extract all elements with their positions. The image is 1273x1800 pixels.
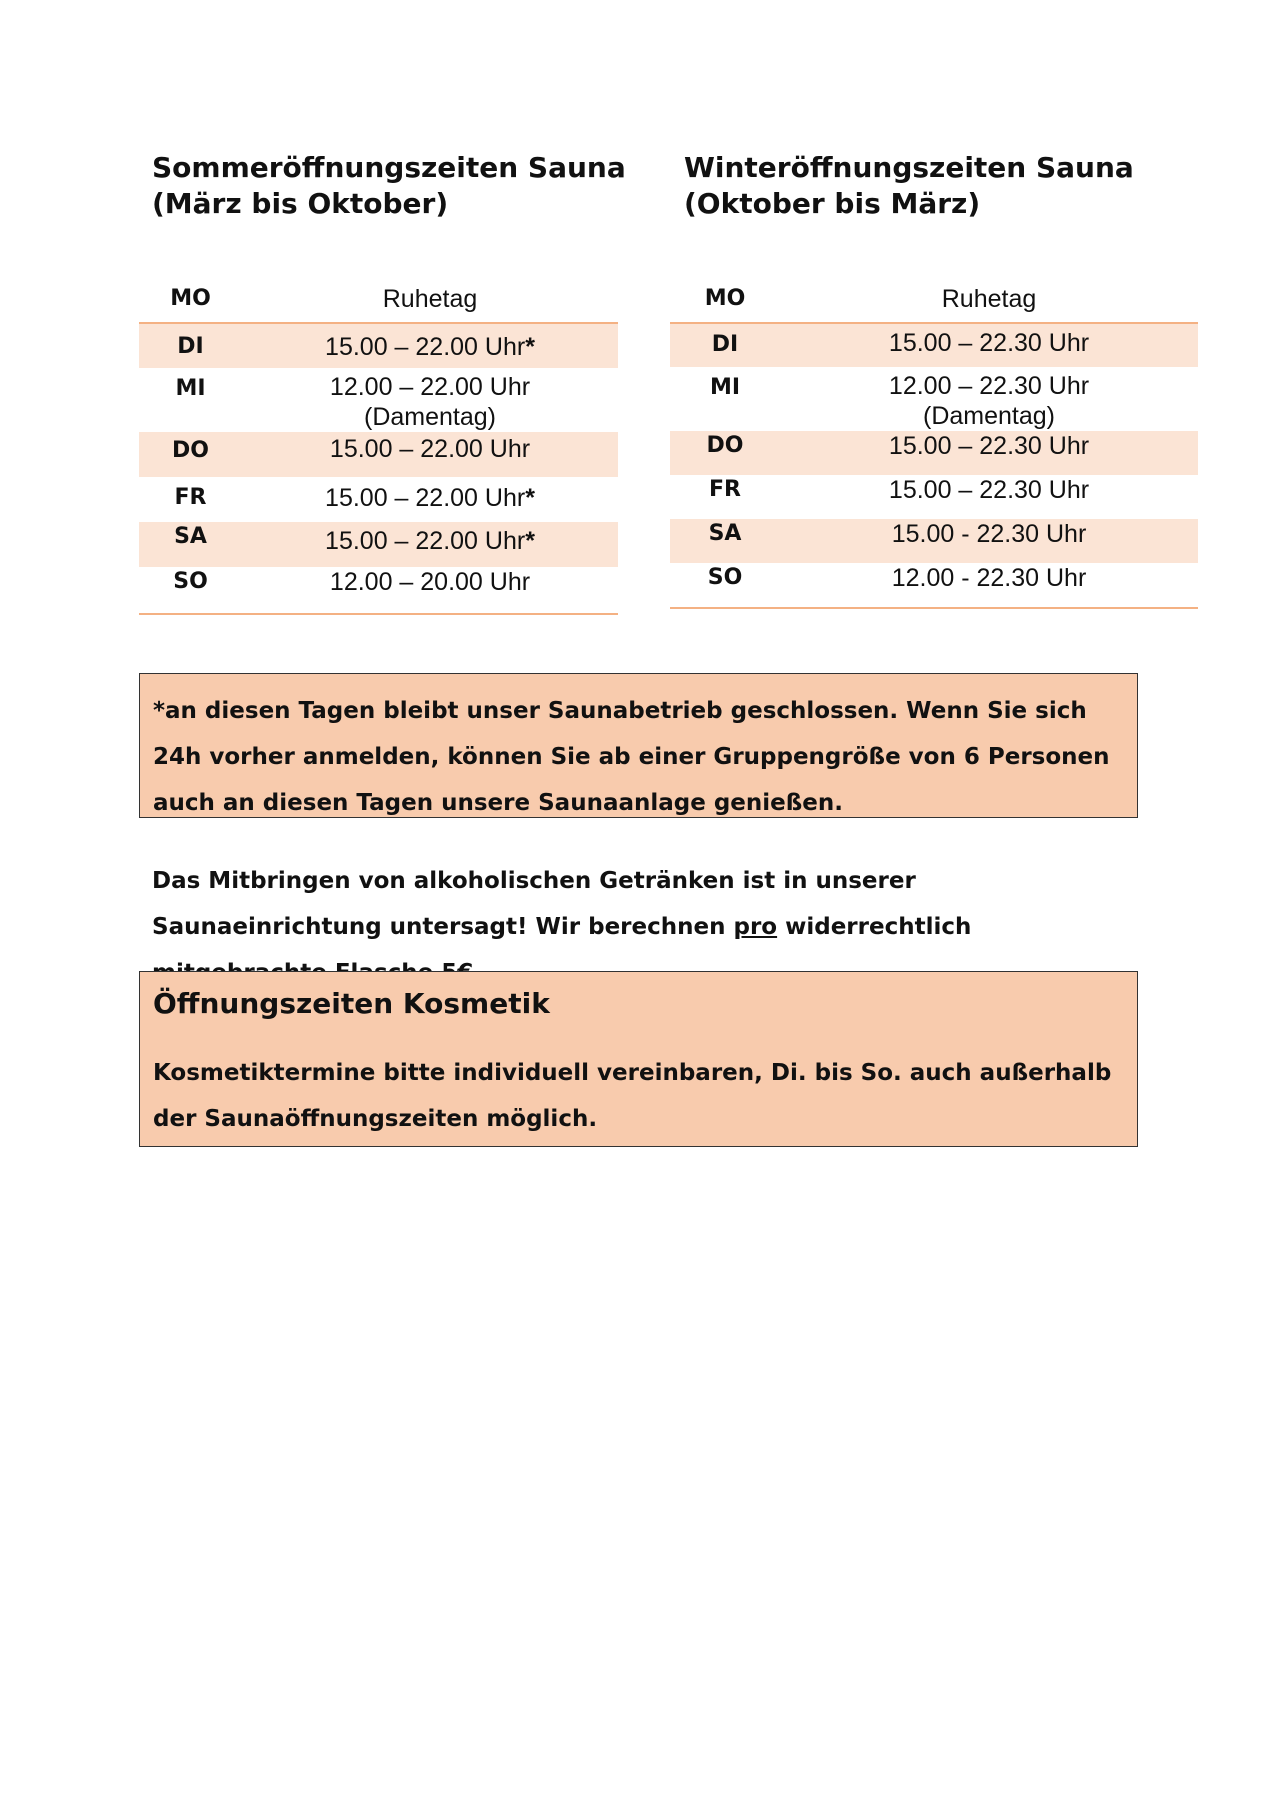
asterisk-mark: * xyxy=(525,333,535,361)
alcohol-underlined-word: pro xyxy=(733,914,778,940)
table-row xyxy=(139,522,618,567)
summer-title xyxy=(152,150,626,222)
alcohol-text-before: Das Mitbringen von alkoholischen Getränken ist in unserer Saunaeinrichtung untersagt! Wir berechnen xyxy=(152,868,916,940)
time-value xyxy=(242,323,618,368)
winter-schedule-table xyxy=(670,274,1198,609)
time-text: 15.00 – 22.00 Uhr xyxy=(325,484,526,512)
table-row xyxy=(670,323,1198,367)
time-text: 15.00 – 22.00 Uhr xyxy=(325,527,526,555)
day-label: SA xyxy=(670,519,780,563)
kosmetik-text: Kosmetiktermine bitte individuell vereinbaren, Di. bis So. auch außerhalb der Saunaöffnungszeiten möglich. xyxy=(153,1060,1112,1132)
table-row xyxy=(139,432,618,477)
time-value: 15.00 - 22.30 Uhr xyxy=(780,519,1198,563)
table-row xyxy=(670,431,1198,475)
time-value: 12.00 – 20.00 Uhr xyxy=(242,567,618,614)
table-row xyxy=(670,519,1198,563)
time-value: 12.00 - 22.30 Uhr xyxy=(780,563,1198,608)
day-label: DO xyxy=(139,432,242,477)
time-text: 12.00 – 22.00 Uhr xyxy=(329,373,531,401)
day-label: MO xyxy=(670,274,780,323)
winter-title-line2: (Oktober bis März) xyxy=(684,187,981,220)
day-label: FR xyxy=(174,485,207,510)
time-value xyxy=(242,368,618,432)
time-note: (Damentag) xyxy=(923,402,1055,430)
time-value: Ruhetag xyxy=(242,274,618,323)
time-note: (Damentag) xyxy=(364,403,496,431)
winter-title xyxy=(684,150,1134,222)
time-text: 12.00 – 22.30 Uhr xyxy=(888,372,1090,400)
day-label: MI xyxy=(709,375,741,400)
table-row xyxy=(670,274,1198,323)
time-value xyxy=(242,522,618,567)
table-row xyxy=(670,475,1198,519)
alcohol-text-after: widerrechtlich xyxy=(785,914,972,940)
closure-note-box xyxy=(139,673,1138,818)
asterisk-mark: * xyxy=(525,527,535,555)
summer-title-line2: (März bis Oktober) xyxy=(152,187,449,220)
day-label: DO xyxy=(670,431,780,475)
time-value: Ruhetag xyxy=(780,274,1198,323)
table-row xyxy=(139,323,618,368)
day-label: SA xyxy=(139,522,242,567)
day-label: SO xyxy=(670,563,780,608)
day-label: MO xyxy=(139,274,242,323)
day-label: FR xyxy=(709,477,741,502)
summer-title-line1: Sommeröffnungszeiten Sauna xyxy=(152,151,626,184)
time-value: 15.00 – 22.30 Uhr xyxy=(888,476,1090,504)
kosmetik-title: Öffnungszeiten Kosmetik xyxy=(153,987,550,1020)
table-row xyxy=(139,368,618,432)
day-label: SO xyxy=(139,567,242,614)
time-value xyxy=(780,367,1198,431)
day-label: DI xyxy=(139,323,242,368)
summer-schedule-table xyxy=(139,274,618,615)
day-label: MI xyxy=(175,376,206,401)
winter-title-line1: Winteröffnungszeiten Sauna xyxy=(684,151,1134,184)
table-row xyxy=(139,274,618,323)
table-row xyxy=(670,367,1198,431)
closure-note-text: *an diesen Tagen bleibt unser Saunabetrieb geschlossen. Wenn Sie sich 24h vorher anmelden, können Sie ab einer Gruppengröße von 6 Personen auch an diesen Tagen unsere Saunaanlage genießen. xyxy=(153,698,1110,816)
time-text: 15.00 – 22.00 Uhr xyxy=(325,333,526,361)
time-value: 15.00 – 22.00 Uhr xyxy=(242,432,618,477)
time-value: 15.00 – 22.30 Uhr xyxy=(780,431,1198,475)
day-label: DI xyxy=(670,323,780,367)
time-value: 15.00 – 22.30 Uhr xyxy=(780,323,1198,367)
table-row xyxy=(139,477,618,522)
time-value xyxy=(242,477,618,522)
table-row xyxy=(670,563,1198,608)
table-row xyxy=(139,567,618,614)
asterisk-mark: * xyxy=(525,484,535,512)
kosmetik-box xyxy=(139,971,1138,1147)
